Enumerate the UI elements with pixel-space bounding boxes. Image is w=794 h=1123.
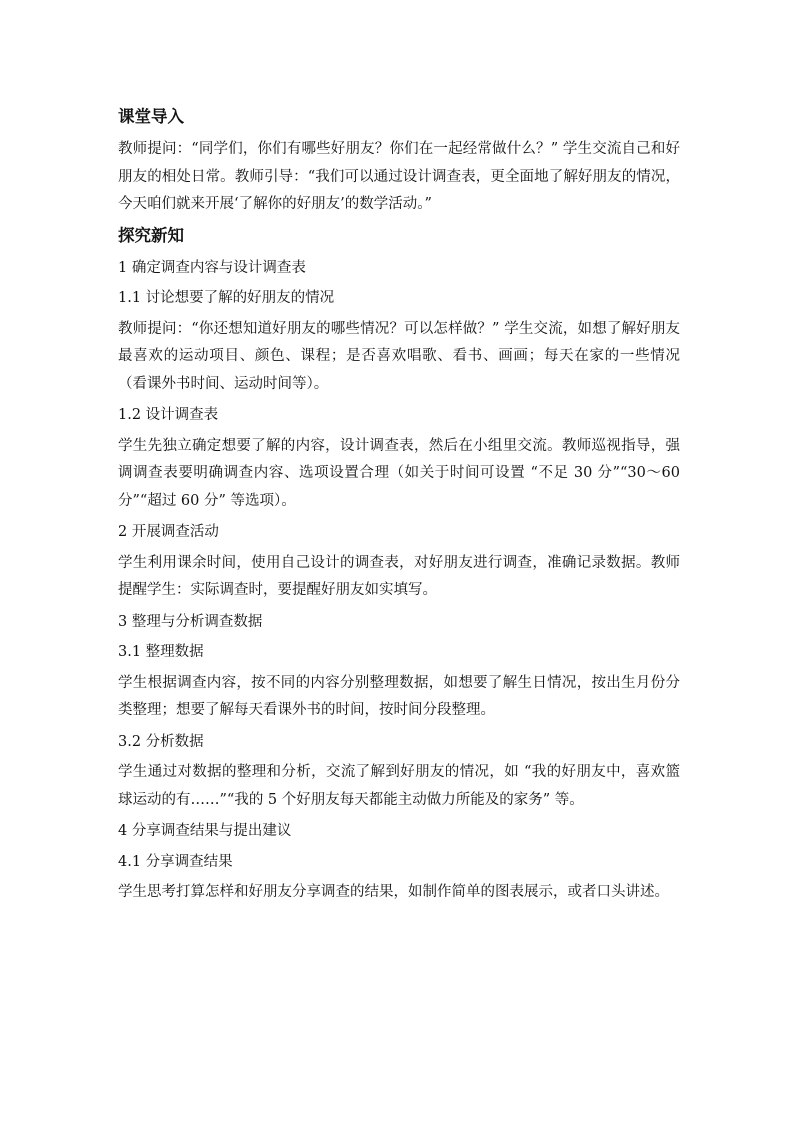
subheading-3-2: 3.2 分析数据 [118,733,204,750]
paragraph-4-1: 学生思考打算怎样和好朋友分享调查的结果，如制作简单的图表展示，或者口头讲述。 [118,884,669,900]
paragraph-3-1: 学生根据调查内容，按不同的内容分别整理数据，如想要了解生日情况，按出生月份分类整理；想要了解每天看课外书的时间，按时间分段整理。 [118,674,680,718]
heading-class-intro: 课堂导入 [118,107,184,126]
paragraph-1-1: 教师提问：“你还想知道好朋友的哪些情况？可以怎样做？” 学生交流，如想了解好朋友最喜欢的运动项目、颜色、课程；是否喜欢唱歌、看书、画画；每天在家的一些情况（看课外书时间、运动时间等）。 [118,320,680,392]
document-page [118,104,680,911]
subheading-3-1: 3.1 整理数据 [118,644,204,660]
subheading-4: 4 分享调查结果与提出建议 [118,823,292,839]
subheading-1-2: 1.2 设计调查表 [118,407,219,423]
paragraph-1-2: 学生先独立确定想要了解的内容，设计调查表，然后在小组里交流。教师巡视指导，强调调查表要明确调查内容、选项设置合理（如关于时间可设置 “不足 30 分”“30～60 分”“超过 60 分” 等选项）。 [118,437,680,509]
paragraph-2: 学生利用课余时间，使用自己设计的调查表，对好朋友进行调查，准确记录数据。教师提醒学生：实际调查时，要提醒好朋友如实填写。 [118,554,680,598]
subheading-4-1: 4.1 分享调查结果 [118,853,233,870]
subheading-3: 3 整理与分析调查数据 [118,613,263,630]
subheading-1-1: 1.1 讨论想要了解的好朋友的情况 [118,290,335,306]
paragraph-intro: 教师提问：“同学们，你们有哪些好朋友？你们在一起经常做什么？” 学生交流自己和好朋友的相处日常。教师引导：“我们可以通过设计调查表，更全面地了解好朋友的情况，今天咱们就来开展‘了解你的好朋友’的数学活动。” [118,141,680,212]
subheading-2: 2 开展调查活动 [118,524,219,540]
paragraph-3-2: 学生通过对数据的整理和分析，交流了解到好朋友的情况，如 “我的好朋友中，喜欢篮球运动的有……”“我的 5 个好朋友每天都能主动做力所能及的家务” 等。 [118,764,680,808]
heading-explore: 探究新知 [118,225,184,245]
subheading-1: 1 确定调查内容与设计调查表 [118,259,306,276]
